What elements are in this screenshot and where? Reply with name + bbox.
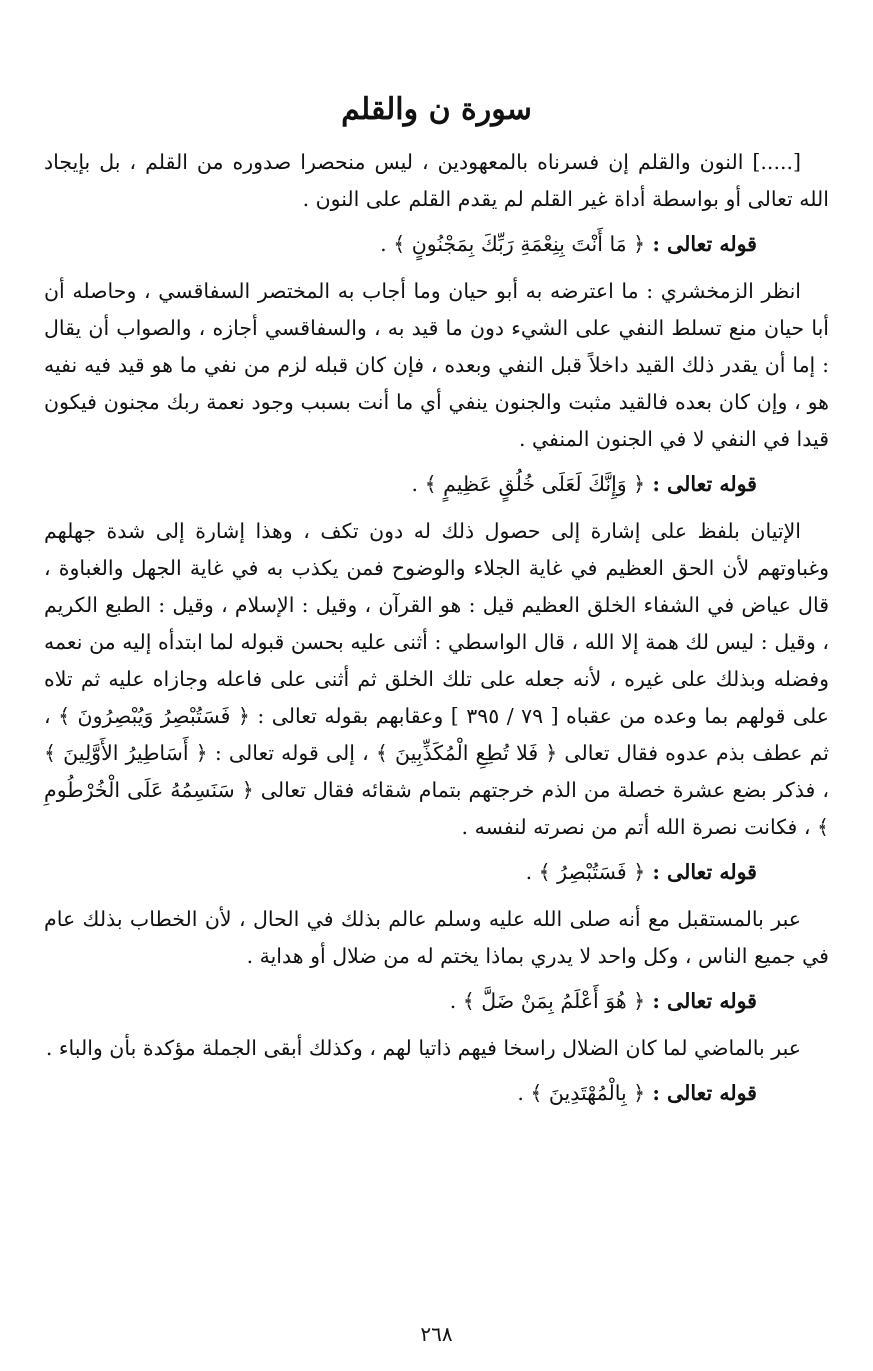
verse-citation [44,983,829,1020]
verse-lead: قوله تعالى : [652,232,757,256]
quran-verse: ﴿ فَسَتُبْصِرُ ﴾ . [525,860,646,884]
verse-lead: قوله تعالى : [652,860,757,884]
commentary-paragraph: عبر بالمستقبل مع أنه صلى الله عليه وسلم عالم بذلك في الحال ، لأن الخطاب بذلك عام في جميع الناس ، وكل واحد لا يدري بماذا يختم له من ضلال أو هداية . [44,907,829,968]
verse-citation [44,854,829,891]
commentary-paragraph: الإتيان بلفظ على إشارة إلى حصول ذلك له دون تكف ، وهذا إشارة إلى شدة جهلهم وغباوتهم لأن الحق العظيم في غاية الجلاء والوضوح فمن يكذب به في غاية الجهل والغباوة ، قال عياض في الشفاء الخلق العظيم قيل : هو القرآن ، وقيل : الإسلام ، وقيل : الطبع الكريم ، وقيل : ليس لك همة إلا الله ، قال الواسطي : أثنى عليه بحسن قبوله لما ابتدأه إليه من نعمه وفضله وبذلك على غيره ، لأنه جعله على تلك الخلق ثم أثنى على فاعله وجازاه عليه ثم تلاه على قولهم بما وعده من عقباه [ ٧٩ / ٣٩٥ ] وعقابهم بقوله تعالى : ﴿ فَسَتُبْصِرُ وَيُبْصِرُونَ ﴾ ، ثم عطف بذم عدوه فقال تعالى ﴿ فَلا تُطِعِ الْمُكَذِّبِينَ ﴾ ، إلى قوله تعالى : ﴿ أَسَاطِيرُ الأَوَّلِينَ ﴾ ، فذكر بضع عشرة خصلة من الذم خرجتهم بتمام شقائه فقال تعالى ﴿ سَنَسِمُهُ عَلَى الْخُرْطُومِ ﴾ ، فكانت نصرة الله أتم من نصرته لنفسه . [44,519,829,839]
verse-lead: قوله تعالى : [652,1081,757,1105]
commentary-paragraph: [.....] النون والقلم إن فسرناه بالمعهودين ، ليس منحصرا صدوره من القلم ، بل بإيجاد الله تعالى أو بواسطة أداة غير القلم لم يقدم القلم على النون . [44,150,829,211]
content-body [44,144,829,1112]
quran-verse: ﴿ بِالْمُهْتَدِينَ ﴾ . [517,1081,646,1105]
commentary-paragraph: عبر بالماضي لما كان الضلال راسخا فيهم ذاتيا لهم ، وكذلك أبقى الجملة مؤكدة بأن والباء . [45,1036,801,1060]
verse-citation [44,226,829,263]
quran-verse: ﴿ مَا أَنْتَ بِنِعْمَةِ رَبِّكَ بِمَجْنُونٍ ﴾ . [380,232,646,256]
page-number: ٢٦٨ [420,1322,453,1346]
verse-citation [44,466,829,503]
quran-verse: ﴿ وَإِنَّكَ لَعَلَى خُلُقٍ عَظِيمٍ ﴾ . [411,472,646,496]
surah-title: سورة ن والقلم [341,92,532,127]
verse-lead: قوله تعالى : [652,989,757,1013]
verse-citation [44,1075,829,1112]
quran-verse: ﴿ هُوَ أَعْلَمُ بِمَنْ ضَلَّ ﴾ . [449,989,646,1013]
verse-lead: قوله تعالى : [652,472,757,496]
commentary-paragraph: انظر الزمخشري : ما اعترضه به أبو حيان وما أجاب به المختصر السفاقسي ، وحاصله أن أبا حيان منع تسلط النفي على الشيء دون ما قيد به ، والسفاقسي أجازه ، والصواب أن يقال : إما أن يقدر ذلك القيد داخلاً قبل النفي وبعده ، فإن كان قبله لزم من نفي ما هو قيد فيه نفيه هو ، وإن كان بعده فالقيد مثبت والجنون ينفي أي ما أنت بسبب وجود نعمة ربك مجنون فيكون قيدا في النفي لا في الجنون المنفي . [44,279,830,451]
